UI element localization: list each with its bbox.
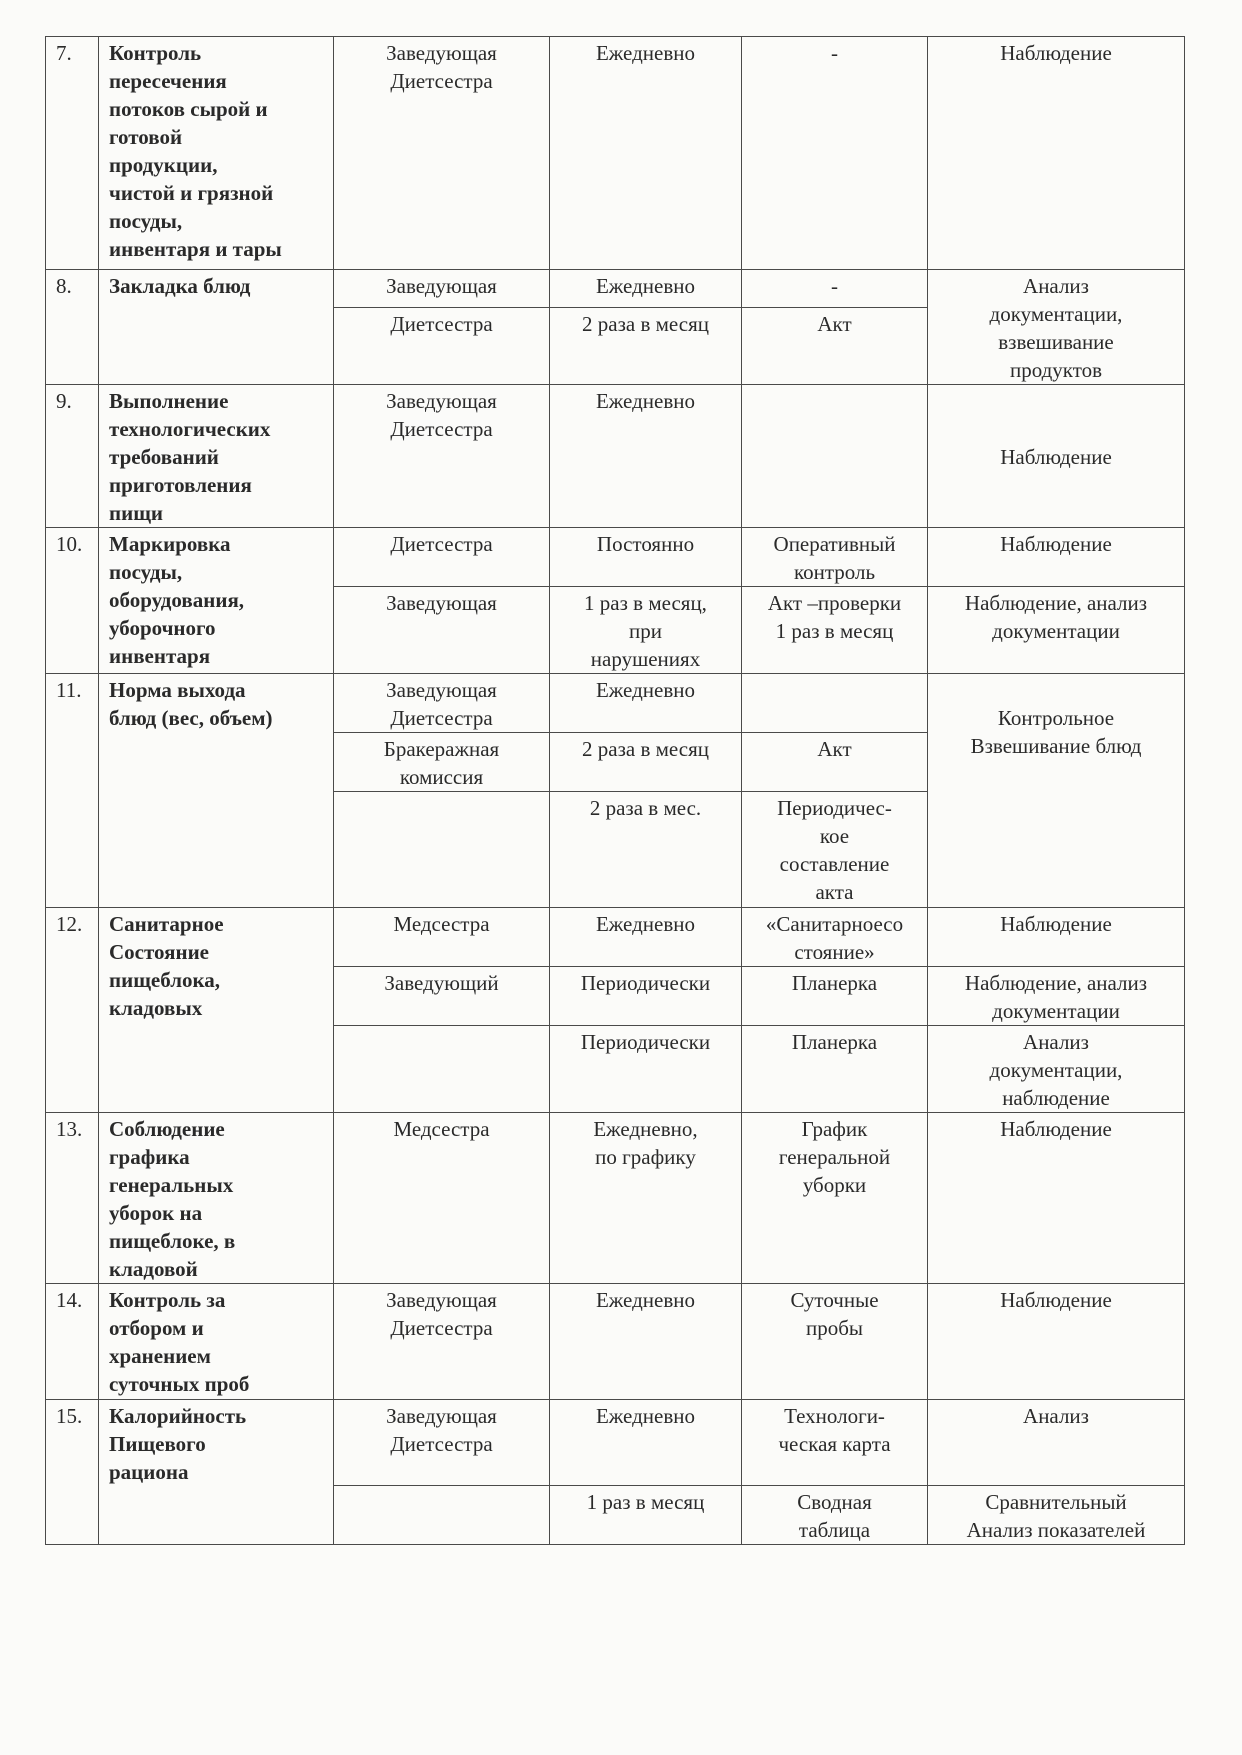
report-form: Акт (742, 733, 928, 792)
control-topic: Санитарное Состояние пищеблока, кладовых (99, 908, 334, 1113)
responsible (334, 1026, 550, 1113)
report-form: - (742, 37, 928, 270)
frequency: Ежедневно (550, 37, 742, 270)
frequency: Ежедневно (550, 270, 742, 308)
control-method: Наблюдение (928, 528, 1185, 587)
report-form: Планерка (742, 967, 928, 1026)
control-method: Наблюдение (928, 908, 1185, 967)
frequency: Ежедневно (550, 385, 742, 528)
frequency: Ежедневно (550, 1284, 742, 1400)
control-method: Сравнительный Анализ показателей (928, 1486, 1185, 1545)
control-method: Наблюдение (928, 1113, 1185, 1284)
control-method: Анализ документации, взвешивание продуктов (928, 270, 1185, 385)
frequency: 2 раза в мес. (550, 792, 742, 908)
frequency: 2 раза в месяц (550, 733, 742, 792)
control-topic: Норма выхода блюд (вес, объем) (99, 674, 334, 908)
responsible: Заведующая Диетсестра (334, 1284, 550, 1400)
responsible: Медсестра (334, 1113, 550, 1284)
responsible (334, 1486, 550, 1545)
row-number: 8. (46, 270, 99, 385)
report-form (742, 674, 928, 733)
report-form: Оперативный контроль (742, 528, 928, 587)
table-row (46, 385, 1185, 528)
table-row (46, 674, 1185, 733)
report-form: Акт –проверки 1 раз в месяц (742, 587, 928, 674)
responsible: Бракеражная комиссия (334, 733, 550, 792)
control-topic: Контроль за отбором и хранением суточных проб (99, 1284, 334, 1400)
report-form (742, 385, 928, 528)
report-form: График генеральной уборки (742, 1113, 928, 1284)
row-number: 15. (46, 1400, 99, 1545)
frequency: Ежедневно (550, 674, 742, 733)
control-method: Наблюдение, анализ документации (928, 587, 1185, 674)
responsible: Заведующая Диетсестра (334, 674, 550, 733)
responsible (334, 792, 550, 908)
table-row (46, 1113, 1185, 1284)
control-method: Анализ документации, наблюдение (928, 1026, 1185, 1113)
control-table (45, 36, 1185, 1545)
frequency: 2 раза в месяц (550, 308, 742, 385)
control-method: Наблюдение (928, 1284, 1185, 1400)
control-topic: Соблюдение графика генеральных уборок на пищеблоке, в кладовой (99, 1113, 334, 1284)
responsible: Диетсестра (334, 528, 550, 587)
responsible: Заведующая Диетсестра (334, 385, 550, 528)
control-method: Наблюдение (928, 37, 1185, 270)
row-number: 9. (46, 385, 99, 528)
control-method: Анализ (928, 1400, 1185, 1486)
control-topic: Контроль пересечения потоков сырой и готовой продукции, чистой и грязной посуды, инвентаря и тары (99, 37, 334, 270)
report-form: Акт (742, 308, 928, 385)
control-method: Контрольное Взвешивание блюд (928, 674, 1185, 908)
responsible: Заведующий (334, 967, 550, 1026)
table-row (46, 37, 1185, 270)
frequency: Периодически (550, 967, 742, 1026)
control-topic: Маркировка посуды, оборудования, уборочного инвентаря (99, 528, 334, 674)
control-topic: Выполнение технологических требований приготовления пищи (99, 385, 334, 528)
control-topic: Калорийность Пищевого рациона (99, 1400, 334, 1545)
frequency: 1 раз в месяц, при нарушениях (550, 587, 742, 674)
responsible: Заведующая (334, 270, 550, 308)
report-form: Сводная таблица (742, 1486, 928, 1545)
row-number: 11. (46, 674, 99, 908)
report-form: Технологи- ческая карта (742, 1400, 928, 1486)
control-topic: Закладка блюд (99, 270, 334, 385)
row-number: 7. (46, 37, 99, 270)
table-row (46, 1400, 1185, 1486)
table-row (46, 270, 1185, 308)
row-number: 13. (46, 1113, 99, 1284)
report-form: «Санитарноесо стояние» (742, 908, 928, 967)
responsible: Заведующая (334, 587, 550, 674)
responsible: Заведующая Диетсестра (334, 37, 550, 270)
responsible: Медсестра (334, 908, 550, 967)
frequency: Ежедневно (550, 908, 742, 967)
table-row (46, 528, 1185, 587)
frequency: Периодически (550, 1026, 742, 1113)
frequency: Постоянно (550, 528, 742, 587)
row-number: 14. (46, 1284, 99, 1400)
report-form: - (742, 270, 928, 308)
table-row (46, 1284, 1185, 1400)
report-form: Периодичес- кое составление акта (742, 792, 928, 908)
responsible: Заведующая Диетсестра (334, 1400, 550, 1486)
report-form: Планерка (742, 1026, 928, 1113)
control-method: Наблюдение, анализ документации (928, 967, 1185, 1026)
row-number: 10. (46, 528, 99, 674)
frequency: Ежедневно (550, 1400, 742, 1486)
row-number: 12. (46, 908, 99, 1113)
frequency: 1 раз в месяц (550, 1486, 742, 1545)
control-method: Наблюдение (928, 385, 1185, 528)
responsible: Диетсестра (334, 308, 550, 385)
report-form: Суточные пробы (742, 1284, 928, 1400)
frequency: Ежедневно, по графику (550, 1113, 742, 1284)
table-row (46, 908, 1185, 967)
